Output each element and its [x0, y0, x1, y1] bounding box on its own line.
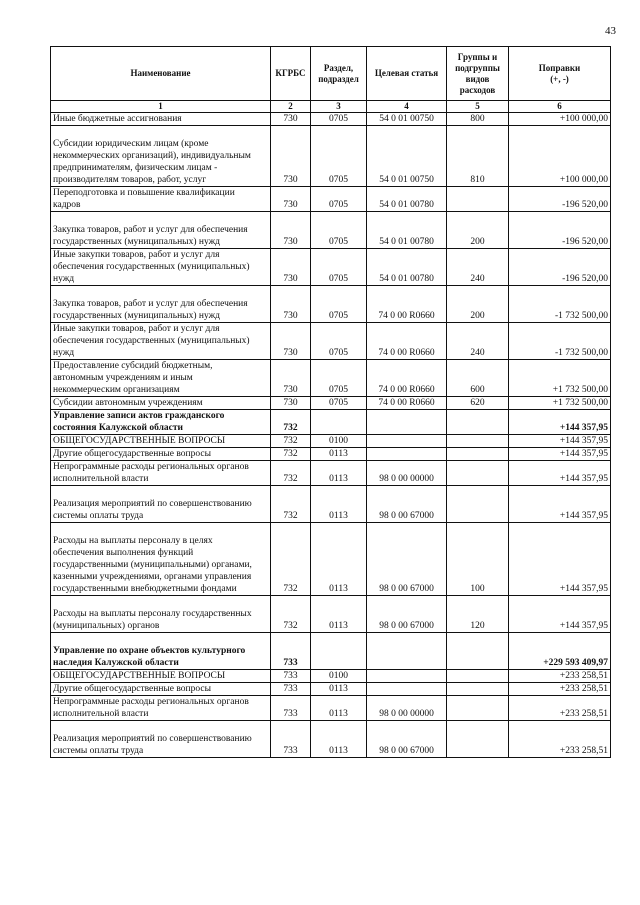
budget-amendments-table [50, 46, 611, 758]
row-name-line: государственных (муниципальных) нужд [53, 311, 220, 321]
row-target: 98 0 00 67000 [367, 596, 447, 633]
row-amount: +229 593 409,97 [509, 633, 611, 670]
row-name-line: (муниципальных) органов [53, 621, 160, 631]
row-section [311, 633, 367, 670]
row-section: 0113 [311, 683, 367, 696]
header-amendments: Поправки (+, -) [509, 47, 611, 101]
row-kgrbs: 732 [271, 410, 311, 435]
row-group [447, 670, 509, 683]
row-name [51, 435, 271, 448]
table-body [51, 113, 611, 758]
table-row [51, 461, 611, 486]
row-amount: +233 258,51 [509, 696, 611, 721]
page-number: 43 [605, 25, 616, 37]
row-group: 810 [447, 126, 509, 187]
row-group: 100 [447, 523, 509, 596]
row-target [367, 683, 447, 696]
row-name-line: нужд [53, 348, 75, 358]
table-row [51, 596, 611, 633]
row-name-line: Предоставление субсидий бюджетным, [53, 361, 213, 371]
row-group: 200 [447, 286, 509, 323]
table-row [51, 448, 611, 461]
table-row [51, 360, 611, 397]
row-name-line: ОБЩЕГОСУДАРСТВЕННЫЕ ВОПРОСЫ [53, 436, 226, 446]
row-target [367, 633, 447, 670]
row-name-line [53, 126, 268, 138]
row-target: 98 0 00 67000 [367, 523, 447, 596]
row-amount: -1 732 500,00 [509, 323, 611, 360]
row-group: 200 [447, 212, 509, 249]
row-name-line: некоммерческих организаций), индивидуальным [53, 151, 251, 161]
row-name-line: Иные бюджетные ассигнования [53, 114, 182, 124]
row-name-line: Реализация мероприятий по совершенствованию [53, 734, 252, 744]
row-kgrbs: 730 [271, 286, 311, 323]
row-name-line: Иные закупки товаров, работ и услуг для [53, 250, 220, 260]
header-kgrbs: КГРБС [271, 47, 311, 101]
row-section: 0113 [311, 523, 367, 596]
header-name: Наименование [51, 47, 271, 101]
row-target: 54 0 01 00750 [367, 126, 447, 187]
row-name [51, 249, 271, 286]
row-target: 54 0 01 00780 [367, 249, 447, 286]
row-kgrbs: 732 [271, 461, 311, 486]
row-name-line: Непрограммные расходы региональных органов [53, 462, 249, 472]
row-kgrbs: 733 [271, 696, 311, 721]
row-name-line: системы оплаты труда [53, 511, 144, 521]
row-name-line: Реализация мероприятий по совершенствованию [53, 499, 252, 509]
row-group [447, 448, 509, 461]
row-name-line: Расходы на выплаты персоналу государственных [53, 609, 252, 619]
row-amount: +144 357,95 [509, 461, 611, 486]
row-kgrbs: 730 [271, 249, 311, 286]
row-name-line [53, 596, 268, 608]
header-section: Раздел, подраздел [311, 47, 367, 101]
row-name-line: исполнительной власти [53, 709, 149, 719]
row-name [51, 596, 271, 633]
row-name-line: автономным учреждениям и иным [53, 373, 193, 383]
row-target: 54 0 01 00750 [367, 113, 447, 126]
column-number-row [51, 101, 611, 113]
row-kgrbs: 733 [271, 721, 311, 758]
header-target: Целевая статья [367, 47, 447, 101]
row-name-line: предпринимателям, физическим лицам - [53, 163, 218, 173]
row-target: 98 0 00 67000 [367, 486, 447, 523]
table-row [51, 410, 611, 435]
row-group [447, 721, 509, 758]
row-name-line: казенными учреждениями, органами управления [53, 572, 252, 582]
row-section: 0100 [311, 670, 367, 683]
row-name-line [53, 721, 268, 733]
row-name [51, 683, 271, 696]
row-name-line: Другие общегосударственные вопросы [53, 449, 211, 459]
row-section: 0113 [311, 596, 367, 633]
row-section: 0100 [311, 435, 367, 448]
row-name [51, 486, 271, 523]
row-name-line: Другие общегосударственные вопросы [53, 684, 211, 694]
row-kgrbs: 732 [271, 435, 311, 448]
row-amount: +144 357,95 [509, 435, 611, 448]
row-name-line: государственными внебюджетными фондами [53, 584, 237, 594]
table-header-row [51, 47, 611, 101]
row-amount: -196 520,00 [509, 187, 611, 212]
row-target: 74 0 00 R0660 [367, 286, 447, 323]
row-group: 240 [447, 323, 509, 360]
column-number: 1 [51, 101, 271, 113]
row-name [51, 323, 271, 360]
column-number: 2 [271, 101, 311, 113]
row-name [51, 461, 271, 486]
row-section: 0705 [311, 360, 367, 397]
row-name [51, 670, 271, 683]
row-amount: +233 258,51 [509, 721, 611, 758]
row-group [447, 461, 509, 486]
row-name-line: государственных (муниципальных) нужд [53, 237, 220, 247]
column-number: 5 [447, 101, 509, 113]
table-row [51, 435, 611, 448]
row-name-line: Иные закупки товаров, работ и услуг для [53, 324, 220, 334]
row-group: 240 [447, 249, 509, 286]
row-target [367, 670, 447, 683]
table-row [51, 323, 611, 360]
row-name-line: обеспечения государственных (муниципальных) [53, 262, 250, 272]
row-name-line: некоммерческим организациям [53, 385, 180, 395]
table-row [51, 696, 611, 721]
row-amount: +144 357,95 [509, 486, 611, 523]
row-name-line [53, 486, 268, 498]
row-name-line [53, 286, 268, 298]
row-target: 74 0 00 R0660 [367, 323, 447, 360]
table-row [51, 126, 611, 187]
row-section: 0113 [311, 721, 367, 758]
row-name-line: производителям товаров, работ, услуг [53, 175, 207, 185]
row-name-line: наследия Калужской области [53, 658, 179, 668]
row-name [51, 696, 271, 721]
row-kgrbs: 732 [271, 448, 311, 461]
row-section: 0113 [311, 461, 367, 486]
row-target: 98 0 00 67000 [367, 721, 447, 758]
row-kgrbs: 733 [271, 683, 311, 696]
row-group [447, 410, 509, 435]
table-row [51, 113, 611, 126]
table-row [51, 397, 611, 410]
row-amount: +144 357,95 [509, 596, 611, 633]
row-group: 120 [447, 596, 509, 633]
table-row [51, 721, 611, 758]
row-kgrbs: 733 [271, 633, 311, 670]
column-number: 4 [367, 101, 447, 113]
row-kgrbs: 730 [271, 113, 311, 126]
row-group [447, 435, 509, 448]
row-section: 0113 [311, 696, 367, 721]
row-name [51, 212, 271, 249]
table-row [51, 683, 611, 696]
row-name-line: системы оплаты труда [53, 746, 144, 756]
row-amount: +100 000,00 [509, 113, 611, 126]
row-group [447, 696, 509, 721]
row-name-line: исполнительной власти [53, 474, 149, 484]
row-target: 74 0 00 R0660 [367, 397, 447, 410]
row-target: 98 0 00 00000 [367, 461, 447, 486]
row-section: 0705 [311, 212, 367, 249]
row-section: 0113 [311, 486, 367, 523]
row-target: 54 0 01 00780 [367, 187, 447, 212]
row-name [51, 523, 271, 596]
row-name-line: Расходы на выплаты персоналу в целях [53, 536, 213, 546]
table-row [51, 486, 611, 523]
row-name [51, 721, 271, 758]
row-section: 0705 [311, 249, 367, 286]
row-name-line [53, 633, 268, 645]
row-name-line: кадров [53, 200, 81, 210]
table-row [51, 633, 611, 670]
row-name [51, 448, 271, 461]
row-group: 600 [447, 360, 509, 397]
row-name-line: государственными (муниципальными) органами, [53, 560, 252, 570]
row-kgrbs: 730 [271, 212, 311, 249]
row-section: 0705 [311, 397, 367, 410]
table-row [51, 523, 611, 596]
row-name-line: обеспечения государственных (муниципальных) [53, 336, 250, 346]
row-name [51, 113, 271, 126]
table-row [51, 249, 611, 286]
row-target: 74 0 00 R0660 [367, 360, 447, 397]
row-group: 800 [447, 113, 509, 126]
table-row [51, 187, 611, 212]
row-name [51, 187, 271, 212]
row-kgrbs: 732 [271, 486, 311, 523]
row-target [367, 448, 447, 461]
row-group [447, 683, 509, 696]
row-section: 0113 [311, 448, 367, 461]
row-name-line: состояния Калужской области [53, 423, 184, 433]
row-name [51, 126, 271, 187]
row-kgrbs: 732 [271, 523, 311, 596]
row-target [367, 435, 447, 448]
row-name-line: Переподготовка и повышение квалификации [53, 188, 235, 198]
row-section [311, 410, 367, 435]
row-amount: +233 258,51 [509, 670, 611, 683]
row-kgrbs: 730 [271, 323, 311, 360]
row-name [51, 286, 271, 323]
row-name-line: Непрограммные расходы региональных органов [53, 697, 249, 707]
table-row [51, 212, 611, 249]
column-number: 3 [311, 101, 367, 113]
row-amount: +233 258,51 [509, 683, 611, 696]
row-amount: -196 520,00 [509, 249, 611, 286]
row-name-line: Субсидии автономным учреждениям [53, 398, 203, 408]
row-group [447, 633, 509, 670]
row-name-line: Закупка товаров, работ и услуг для обеспечения [53, 299, 248, 309]
row-name [51, 410, 271, 435]
row-name [51, 397, 271, 410]
header-groups: Группы и подгруппы видов расходов [447, 47, 509, 101]
row-kgrbs: 730 [271, 126, 311, 187]
row-name-line: Управление по охране объектов культурного [53, 646, 246, 656]
row-kgrbs: 732 [271, 596, 311, 633]
row-section: 0705 [311, 126, 367, 187]
row-kgrbs: 730 [271, 397, 311, 410]
row-section: 0705 [311, 113, 367, 126]
table-row [51, 286, 611, 323]
row-name [51, 360, 271, 397]
row-name-line: Закупка товаров, работ и услуг для обеспечения [53, 225, 248, 235]
row-kgrbs: 730 [271, 187, 311, 212]
row-name-line: ОБЩЕГОСУДАРСТВЕННЫЕ ВОПРОСЫ [53, 671, 226, 681]
row-amount: +144 357,95 [509, 523, 611, 596]
row-group: 620 [447, 397, 509, 410]
table-row [51, 670, 611, 683]
row-section: 0705 [311, 286, 367, 323]
row-group [447, 486, 509, 523]
row-amount: -196 520,00 [509, 212, 611, 249]
row-amount: +144 357,95 [509, 448, 611, 461]
row-section: 0705 [311, 187, 367, 212]
row-name-line [53, 523, 268, 535]
row-amount: +144 357,95 [509, 410, 611, 435]
row-name-line: обеспечения выполнения функций [53, 548, 194, 558]
row-kgrbs: 733 [271, 670, 311, 683]
row-group [447, 187, 509, 212]
row-amount: +100 000,00 [509, 126, 611, 187]
row-name [51, 633, 271, 670]
column-number: 6 [509, 101, 611, 113]
row-amount: -1 732 500,00 [509, 286, 611, 323]
row-name-line: Управление записи актов гражданского [53, 411, 225, 421]
row-target [367, 410, 447, 435]
row-name-line: Субсидии юридическим лицам (кроме [53, 139, 209, 149]
row-target: 54 0 01 00780 [367, 212, 447, 249]
row-amount: +1 732 500,00 [509, 397, 611, 410]
row-kgrbs: 730 [271, 360, 311, 397]
row-section: 0705 [311, 323, 367, 360]
row-amount: +1 732 500,00 [509, 360, 611, 397]
row-name-line [53, 212, 268, 224]
row-name-line: нужд [53, 274, 75, 284]
row-target: 98 0 00 00000 [367, 696, 447, 721]
